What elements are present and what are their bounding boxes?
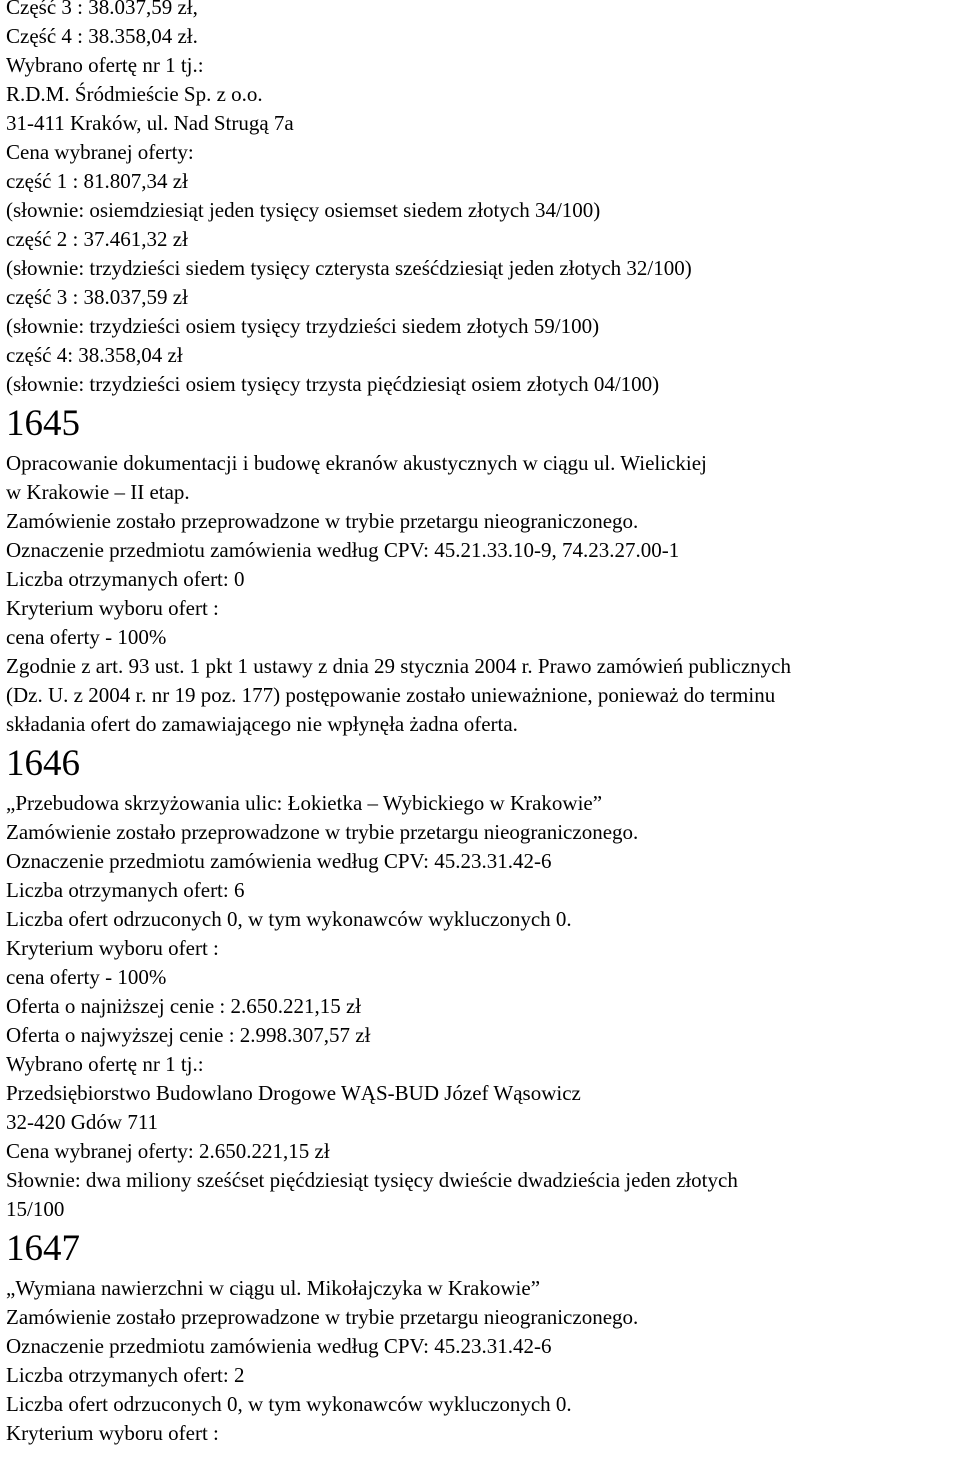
document-page [6, 0, 956, 1448]
section-number-heading: 1645 [6, 403, 80, 444]
text-line: 15/100 [6, 1197, 65, 1221]
text-line: Oferta o najwyższej cenie : 2.998.307,57 zł [6, 1023, 371, 1047]
text-line: Liczba ofert odrzuconych 0, w tym wykonawców wykluczonych 0. [6, 907, 572, 931]
text-line: Część 4 : 38.358,04 zł. [6, 24, 198, 48]
text-line: Zamówienie zostało przeprowadzone w trybie przetargu nieograniczonego. [6, 820, 639, 844]
section-number-heading: 1646 [6, 743, 80, 784]
text-line: Liczba ofert odrzuconych 0, w tym wykonawców wykluczonych 0. [6, 1392, 572, 1416]
text-line: 31-411 Kraków, ul. Nad Strugą 7a [6, 111, 294, 135]
text-line: Przedsiębiorstwo Budowlano Drogowe WĄS-BUD Józef Wąsowicz [6, 1081, 581, 1105]
text-line: część 4: 38.358,04 zł [6, 343, 183, 367]
section-number-heading: 1647 [6, 1228, 80, 1269]
text-line: cena oferty - 100% [6, 625, 167, 649]
section-1647 [6, 1224, 956, 1448]
text-line: Liczba otrzymanych ofert: 0 [6, 567, 245, 591]
text-line: Oznaczenie przedmiotu zamówienia według CPV: 45.23.31.42-6 [6, 849, 552, 873]
text-line: Kryterium wyboru ofert : [6, 596, 219, 620]
text-line: w Krakowie – II etap. [6, 480, 190, 504]
text-line: Zamówienie zostało przeprowadzone w trybie przetargu nieograniczonego. [6, 509, 639, 533]
text-line: Opracowanie dokumentacji i budowę ekranów akustycznych w ciągu ul. Wielickiej [6, 451, 707, 475]
text-line: 32-420 Gdów 711 [6, 1110, 159, 1134]
text-line: Zgodnie z art. 93 ust. 1 pkt 1 ustawy z dnia 29 stycznia 2004 r. Prawo zamówień publicznych [6, 654, 791, 678]
text-line: (słownie: osiemdziesiąt jeden tysięcy osiemset siedem złotych 34/100) [6, 198, 601, 222]
text-line: Liczba otrzymanych ofert: 6 [6, 878, 245, 902]
text-line: (Dz. U. z 2004 r. nr 19 poz. 177) postępowanie zostało unieważnione, ponieważ do terminu [6, 683, 776, 707]
text-line: Słownie: dwa miliony sześćset pięćdziesiąt tysięcy dwieście dwadzieścia jeden złotych [6, 1168, 738, 1192]
text-line: Oferta o najniższej cenie : 2.650.221,15 zł [6, 994, 362, 1018]
text-line: Kryterium wyboru ofert : [6, 936, 219, 960]
text-line: Oznaczenie przedmiotu zamówienia według CPV: 45.21.33.10-9, 74.23.27.00-1 [6, 538, 680, 562]
text-line: Wybrano ofertę nr 1 tj.: [6, 1052, 204, 1076]
text-line: „Przebudowa skrzyżowania ulic: Łokietka – Wybickiego w Krakowie” [6, 791, 603, 815]
text-line: część 1 : 81.807,34 zł [6, 169, 188, 193]
text-line: część 2 : 37.461,32 zł [6, 227, 188, 251]
text-line: Oznaczenie przedmiotu zamówienia według CPV: 45.23.31.42-6 [6, 1334, 552, 1358]
text-line: Cena wybranej oferty: 2.650.221,15 zł [6, 1139, 330, 1163]
section-1645 [6, 399, 956, 739]
text-line: „Wymiana nawierzchni w ciągu ul. Mikołajczyka w Krakowie” [6, 1276, 541, 1300]
text-line: cena oferty - 100% [6, 965, 167, 989]
text-line: (słownie: trzydzieści siedem tysięcy czterysta sześćdziesiąt jeden złotych 32/100) [6, 256, 692, 280]
section-1646 [6, 739, 956, 1224]
text-line: R.D.M. Śródmieście Sp. z o.o. [6, 82, 263, 106]
intro-block [6, 0, 956, 399]
text-line: składania ofert do zamawiającego nie wpłynęła żadna oferta. [6, 712, 518, 736]
text-line: (słownie: trzydzieści osiem tysięcy trzysta pięćdziesiąt osiem złotych 04/100) [6, 372, 660, 396]
text-line: Kryterium wyboru ofert : [6, 1421, 219, 1445]
text-line: (słownie: trzydzieści osiem tysięcy trzydzieści siedem złotych 59/100) [6, 314, 600, 338]
text-line: Zamówienie zostało przeprowadzone w trybie przetargu nieograniczonego. [6, 1305, 639, 1329]
text-line: Cena wybranej oferty: [6, 140, 194, 164]
text-line: Wybrano ofertę nr 1 tj.: [6, 53, 204, 77]
text-line: Liczba otrzymanych ofert: 2 [6, 1363, 245, 1387]
text-line: Część 3 : 38.037,59 zł, [6, 0, 198, 19]
text-line: część 3 : 38.037,59 zł [6, 285, 188, 309]
